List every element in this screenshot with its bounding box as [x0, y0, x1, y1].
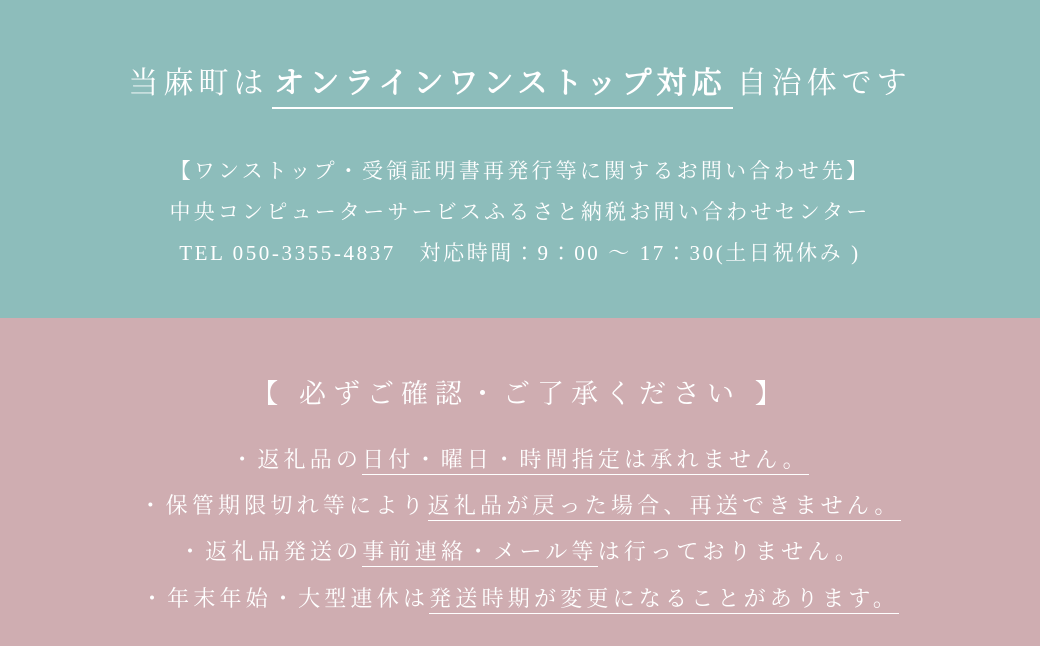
list-text-pre: 返礼品発送の — [205, 539, 363, 565]
headline-suffix: 自治体です — [736, 67, 912, 100]
list-item — [139, 529, 900, 575]
contact-phone-hours: TEL 050-3355-4837 対応時間：9：00 〜 17：30(土日祝休み ) — [179, 240, 861, 265]
top-teal-panel — [0, 0, 1040, 318]
notice-title: 【 必ずご確認・ご了承ください 】 — [251, 379, 789, 409]
list-text-underline: 発送時期が変更になることがあります。 — [429, 586, 899, 614]
headline — [128, 64, 911, 109]
list-text-pre: 返礼品の — [257, 447, 363, 472]
list-item — [139, 437, 900, 483]
list-text-underline: 日付・曜日・時間指定は承れません。 — [362, 447, 809, 475]
headline-emphasis: オンラインワンストップ対応 — [272, 64, 732, 109]
list-text-pre: 年末年始・大型連休は — [167, 585, 430, 611]
list-bullet: ・ — [231, 447, 258, 472]
list-bullet: ・ — [140, 585, 168, 611]
list-text-underline: 返礼品が戻った場合、再送できません。 — [428, 493, 901, 521]
list-text-underline: 事前連絡・メール等 — [362, 539, 597, 567]
bottom-notice-panel — [0, 318, 1040, 646]
notice-list — [139, 437, 900, 622]
headline-prefix: 当麻町は — [128, 67, 269, 100]
list-item — [139, 576, 900, 622]
contact-heading: 【ワンストップ・受領証明書再発行等に関するお問い合わせ先】 — [169, 159, 871, 183]
list-item — [139, 483, 900, 529]
list-bullet: ・ — [178, 539, 206, 565]
contact-block — [170, 151, 871, 274]
list-text-pre: 保管期限切れ等により — [165, 493, 428, 519]
list-bullet: ・ — [139, 493, 166, 519]
contact-center-name: 中央コンピューターサービスふるさと納税お問い合わせセンター — [169, 199, 871, 224]
list-text-post: は行っておりません。 — [597, 539, 862, 565]
